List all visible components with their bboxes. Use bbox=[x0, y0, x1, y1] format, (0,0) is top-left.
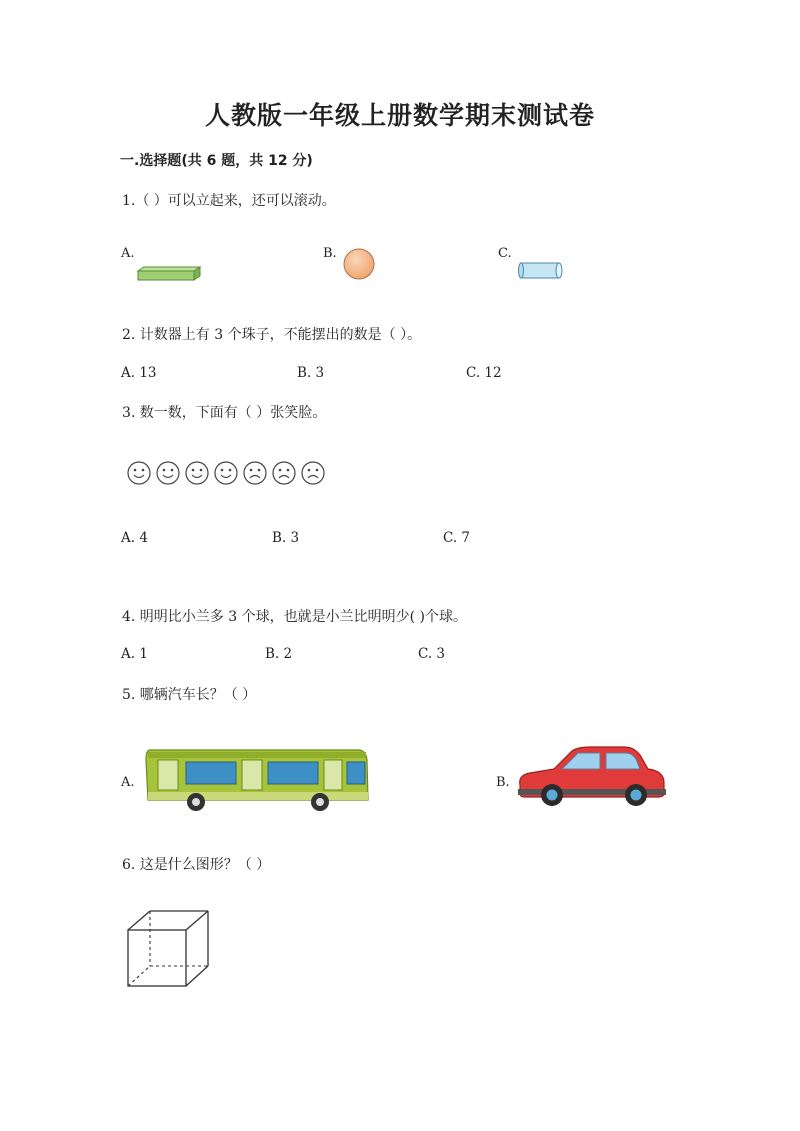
cuboid-icon bbox=[136, 265, 204, 283]
smiley-face-icon bbox=[155, 460, 181, 486]
bus-icon bbox=[144, 746, 370, 812]
frowning-face-icon bbox=[271, 460, 297, 486]
question-4-option-a[interactable]: A. 1 bbox=[121, 646, 148, 662]
question-3-option-c[interactable]: C. 7 bbox=[443, 530, 471, 546]
question-3-option-a[interactable]: A. 4 bbox=[121, 530, 148, 546]
question-2-option-c[interactable]: C. 12 bbox=[466, 365, 502, 381]
question-4-option-c[interactable]: C. 3 bbox=[418, 646, 446, 662]
question-1-text: 1.（ ）可以立起来，还可以滚动。 bbox=[122, 193, 336, 209]
smiley-face-icon bbox=[213, 460, 239, 486]
question-4-text: 4. 明明比小兰多 3 个球，也就是小兰比明明少( )个球。 bbox=[122, 609, 467, 625]
cylinder-icon bbox=[518, 262, 564, 280]
question-1-option-a-label[interactable]: A. bbox=[121, 246, 135, 261]
question-3-text: 3. 数一数，下面有（ ）张笑脸。 bbox=[122, 405, 327, 421]
question-3-option-b[interactable]: B. 3 bbox=[272, 530, 300, 546]
frowning-face-icon bbox=[300, 460, 326, 486]
cube-icon bbox=[124, 908, 214, 992]
smiley-face-icon bbox=[126, 460, 152, 486]
question-2-option-a[interactable]: A. 13 bbox=[121, 365, 157, 381]
page-title: 人教版一年级上册数学期末测试卷 bbox=[204, 101, 595, 130]
frowning-face-icon bbox=[242, 460, 268, 486]
question-6-text: 6. 这是什么图形？（ ） bbox=[122, 857, 271, 873]
question-5-option-b-label[interactable]: B. bbox=[496, 775, 510, 790]
question-2-text: 2. 计数器上有 3 个珠子，不能摆出的数是（ ）。 bbox=[122, 327, 422, 343]
question-1-option-b-label[interactable]: B. bbox=[323, 246, 337, 261]
question-5-text: 5. 哪辆汽车长？（ ） bbox=[122, 687, 257, 703]
smiley-face-icon bbox=[184, 460, 210, 486]
question-2-option-b[interactable]: B. 3 bbox=[297, 365, 325, 381]
car-icon bbox=[516, 745, 668, 811]
question-1-option-c-label[interactable]: C. bbox=[498, 246, 512, 261]
question-5-option-a-label[interactable]: A. bbox=[121, 775, 135, 790]
section-heading: 一.选择题(共 6 题，共 12 分) bbox=[120, 153, 313, 169]
question-4-option-b[interactable]: B. 2 bbox=[265, 646, 293, 662]
sphere-icon bbox=[343, 248, 377, 282]
